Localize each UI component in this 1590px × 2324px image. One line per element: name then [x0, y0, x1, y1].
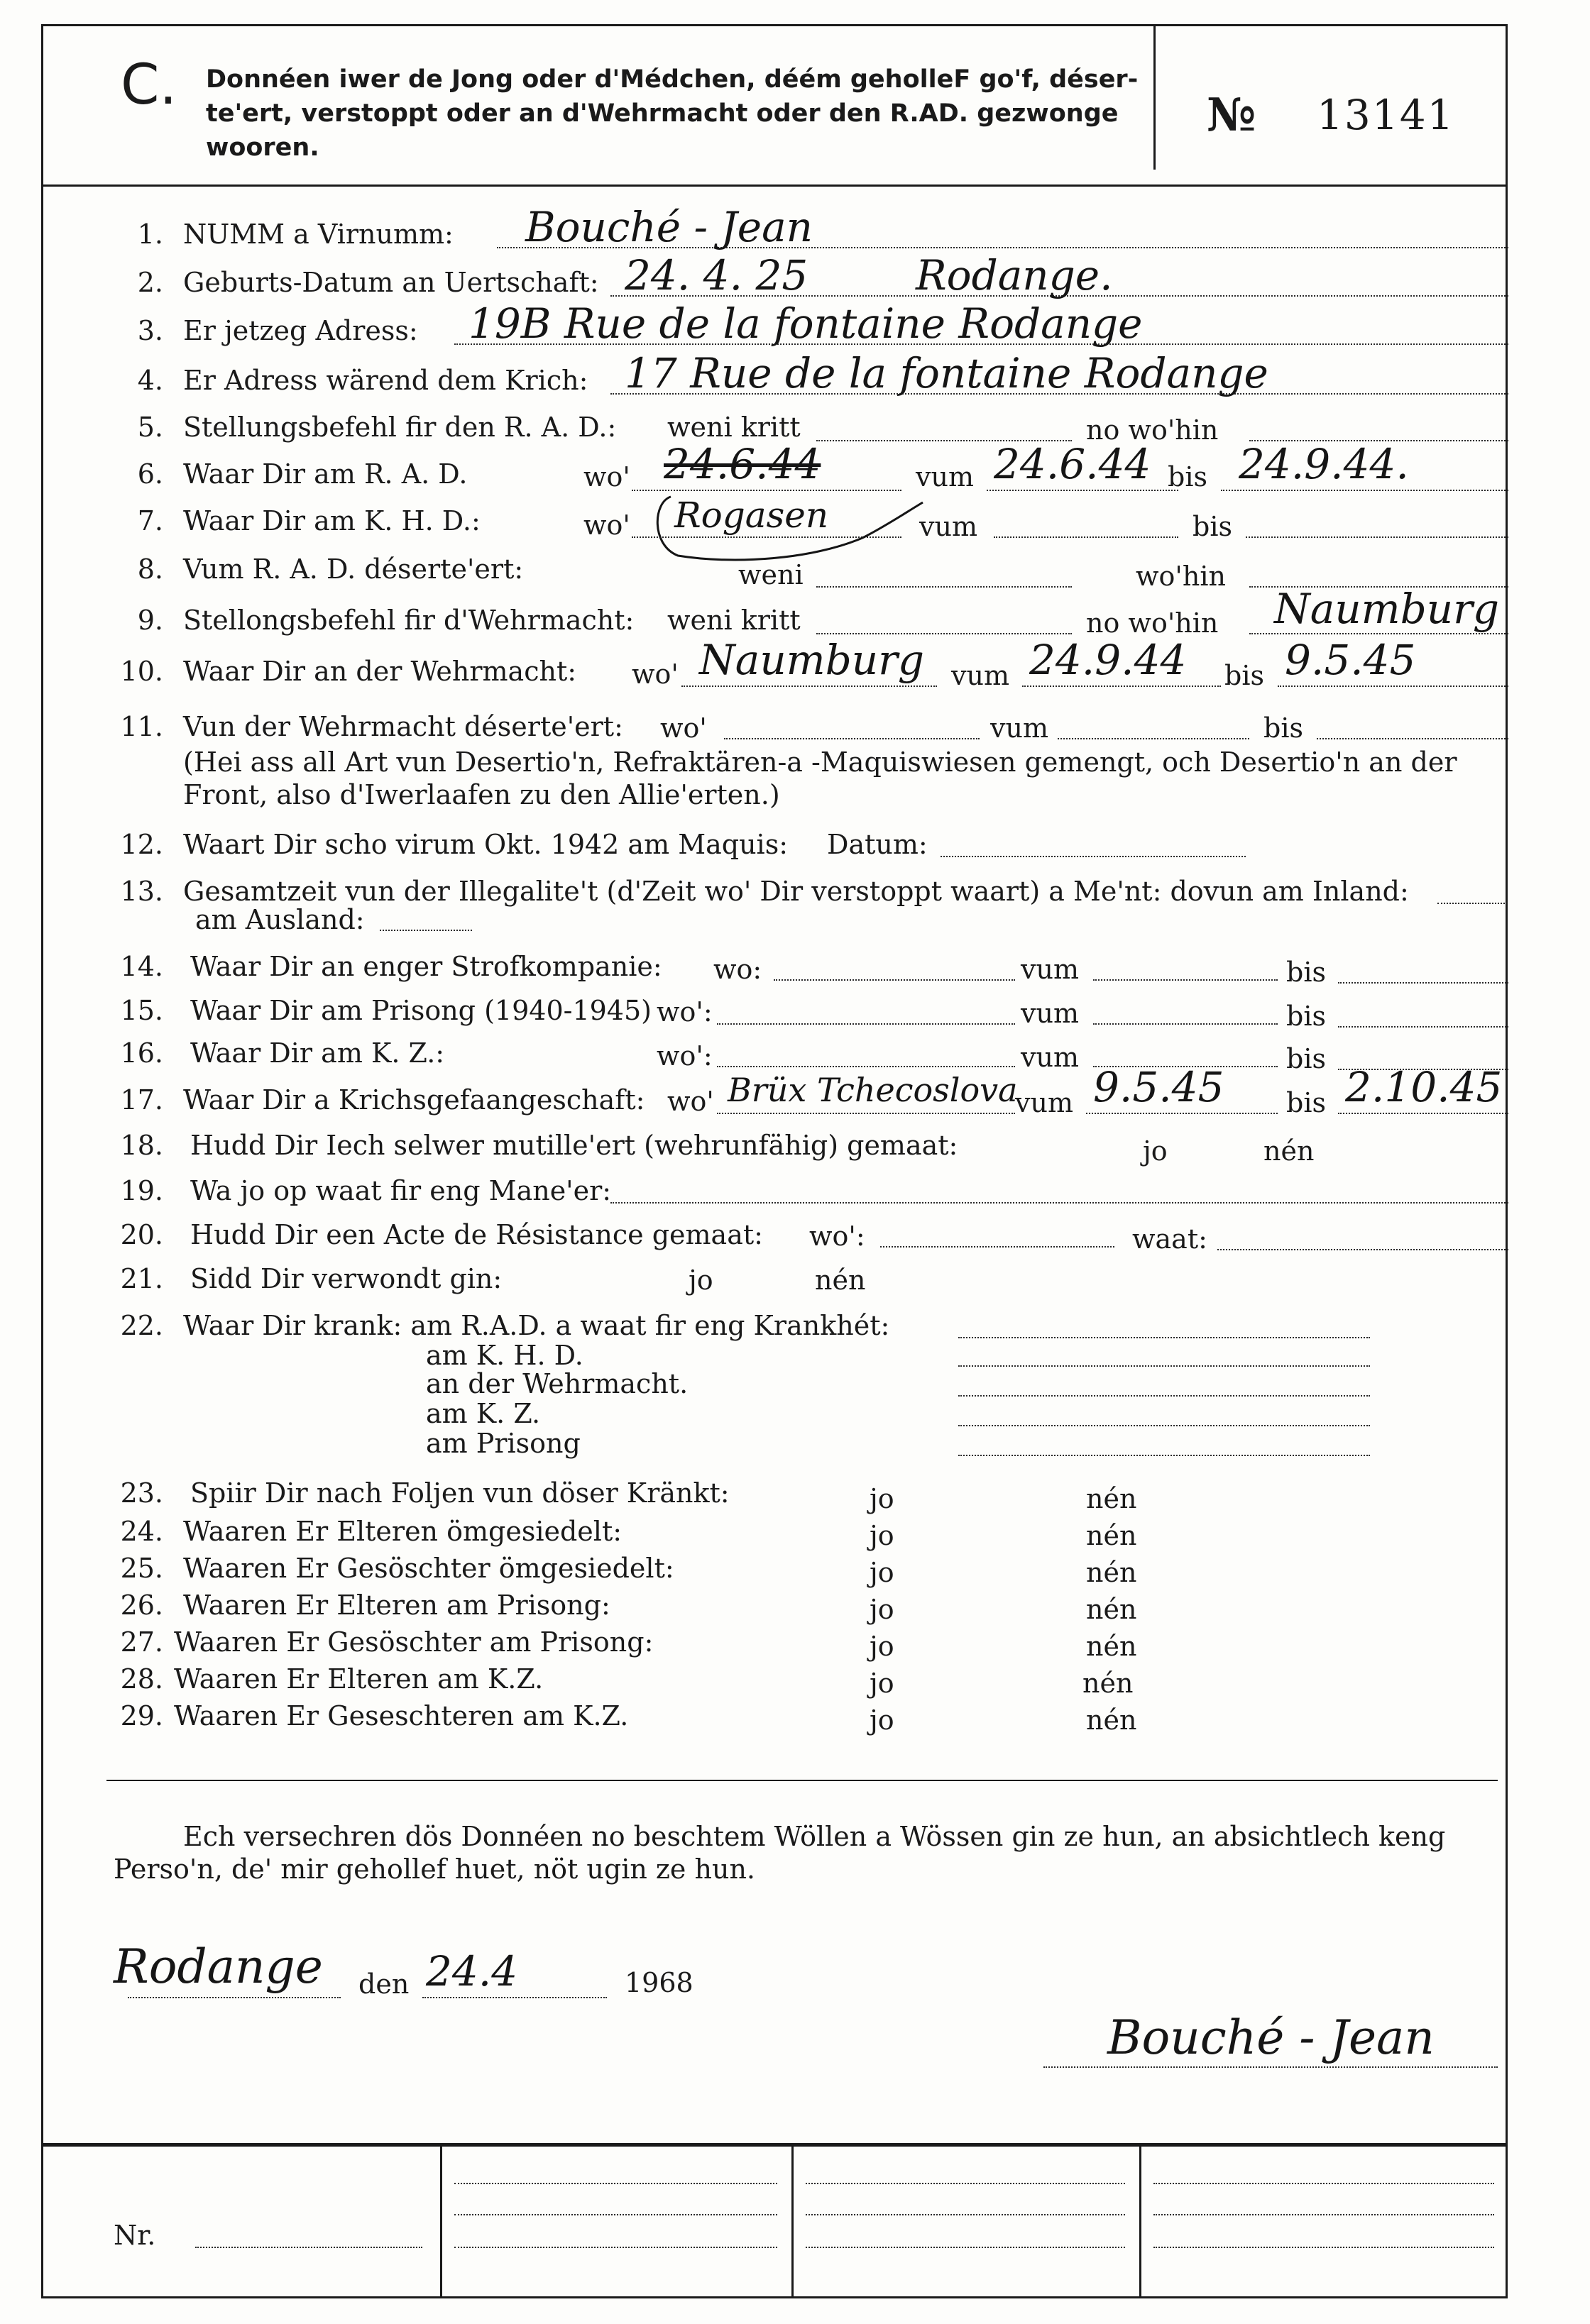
nr-label: Nr.	[114, 2220, 156, 2251]
vum-label: vum	[1015, 1087, 1073, 1118]
year-label: 1968	[625, 1967, 693, 1998]
jo-option[interactable]: jo	[870, 1668, 894, 1699]
bis-label: bis	[1286, 1087, 1326, 1118]
number-box-divider	[1153, 24, 1156, 170]
header-rule	[41, 185, 1508, 187]
wehrmacht-order-place-field[interactable]	[1249, 633, 1508, 634]
wehrmacht-vum-field[interactable]	[1022, 685, 1221, 687]
row-number: 21.	[120, 1263, 163, 1294]
nen-option[interactable]: nén	[1082, 1668, 1134, 1699]
siblings-prison-label: Waaren Er Gesöschter am Prisong:	[174, 1626, 654, 1658]
nen-option[interactable]: nén	[1086, 1631, 1137, 1662]
rad-wo-handwriting-struck: 24.6.44	[664, 440, 821, 488]
wehrmacht-desert-label: Vun der Wehrmacht déserte'ert:	[183, 711, 623, 742]
illegality-label: Gesamtzeit vun der Illegalite't (d'Zeit wo' Dir verstoppt waart) a Me'nt: dovun am Inland:	[183, 876, 1409, 907]
bis-label: bis	[1286, 1001, 1326, 1032]
nr-field[interactable]	[195, 2247, 422, 2248]
bis-label: bis	[1286, 1043, 1326, 1074]
parents-kz-label: Waaren Er Elteren am K.Z.	[174, 1663, 544, 1695]
declaration-line-1: Ech versechren dös Donnéen no beschtem Wöllen a Wössen gin ze hun, an absichtlech keng	[183, 1821, 1446, 1852]
maquis-label: Waart Dir scho virum Okt. 1942 am Maquis:	[183, 829, 789, 860]
row-number: 15.	[120, 995, 163, 1026]
pow-bis-field[interactable]	[1338, 1113, 1508, 1114]
footer-field[interactable]	[806, 2214, 1125, 2215]
inland-field[interactable]	[1437, 903, 1505, 904]
declaration-line-2: Perso'n, de' mir gehollef huet, nöt ugin ze hun.	[114, 1854, 756, 1885]
footer-column-divider	[440, 2143, 442, 2298]
prison-wo-field[interactable]	[717, 1023, 1015, 1025]
row-number: 11.	[120, 711, 163, 742]
row-number: 23.	[120, 1477, 163, 1509]
wo-label: wo:	[713, 954, 762, 985]
desertion-note-line-2: Front, also d'Iwerlaafen zu den Allie'erten.)	[183, 779, 780, 810]
prison-bis-field[interactable]	[1338, 1026, 1508, 1028]
illness-khd-label: am K. H. D.	[426, 1340, 583, 1371]
row-number: 12.	[120, 829, 163, 860]
number-sign: №	[1207, 89, 1256, 142]
rad-service-label: Waar Dir am R. A. D.	[183, 458, 468, 490]
wo-label: wo':	[809, 1221, 865, 1252]
name-handwriting: Bouché - Jean	[525, 203, 813, 251]
vum-label: vum	[1021, 998, 1079, 1029]
ausland-label: am Ausland:	[195, 904, 365, 935]
wehrmacht-service-label: Waar Dir an der Wehrmacht:	[183, 656, 577, 687]
wehrmacht-vum-handwriting: 24.9.44	[1029, 636, 1187, 684]
nen-option[interactable]: nén	[815, 1265, 866, 1296]
nen-option[interactable]: nén	[1263, 1135, 1315, 1167]
bis-label: bis	[1263, 712, 1303, 744]
wo-label: wo'	[583, 510, 630, 541]
illness-wehrmacht-field[interactable]	[958, 1395, 1370, 1397]
illness-label: Waar Dir krank: am R.A.D. a waat fir eng Krankhét:	[183, 1310, 890, 1341]
row-number: 3.	[137, 315, 163, 346]
vum-label: vum	[1021, 1042, 1079, 1073]
row-number: 27.	[120, 1626, 163, 1658]
footer-rule	[41, 2143, 1508, 2147]
wo-label: wo'	[660, 712, 707, 744]
illness-rad-field[interactable]	[958, 1337, 1370, 1338]
header-line-3: wooren.	[206, 133, 319, 162]
wounded-label: Sidd Dir verwondt gin:	[190, 1263, 503, 1294]
manner-label: Wa jo op waat fir eng Mane'er:	[190, 1175, 612, 1206]
row-number: 1.	[137, 219, 163, 250]
row-number: 22.	[120, 1310, 163, 1341]
resistance-wo-field[interactable]	[880, 1246, 1114, 1248]
siblings-resettled-label: Waaren Er Gesöschter ömgesiedelt:	[183, 1553, 674, 1584]
self-mutilation-label: Hudd Dir Iech selwer mutille'ert (wehrunfähig) gemaat:	[190, 1130, 958, 1161]
wehrmacht-wo-handwriting: Naumburg	[699, 636, 925, 684]
manner-field[interactable]	[610, 1202, 1508, 1204]
name-label: NUMM a Virnumm:	[183, 219, 454, 250]
wehrmacht-bis-handwriting: 9.5.45	[1285, 636, 1416, 684]
nen-option[interactable]: nén	[1086, 1520, 1137, 1551]
header-line-1: Donnéen iwer de Jong oder d'Médchen, déém geholleF go'f, déser-	[206, 65, 1139, 94]
jo-option[interactable]: jo	[870, 1705, 894, 1736]
row-number: 28.	[120, 1663, 163, 1695]
parents-resettled-label: Waaren Er Elteren ömgesiedelt:	[183, 1516, 623, 1547]
nen-option[interactable]: nén	[1086, 1483, 1137, 1514]
bis-label: bis	[1168, 461, 1207, 492]
row-number: 2.	[137, 267, 163, 298]
row-number: 26.	[120, 1590, 163, 1621]
row-number: 20.	[120, 1219, 163, 1250]
footer-column-divider	[1139, 2143, 1141, 2298]
rad-order-label: Stellungsbefehl fir den R. A. D.:	[183, 412, 617, 443]
weni-kritt-label: weni kritt	[667, 605, 801, 636]
nen-option[interactable]: nén	[1086, 1594, 1137, 1625]
maquis-date-field[interactable]	[941, 856, 1246, 857]
header-line-2: te'ert, verstoppt oder an d'Wehrmacht oder den R.AD. gezwonge	[206, 99, 1119, 128]
row-number: 9.	[137, 605, 163, 636]
row-number: 18.	[120, 1130, 163, 1161]
place-handwriting: Rodange	[114, 1939, 323, 1994]
nen-option[interactable]: nén	[1086, 1705, 1137, 1736]
row-number: 4.	[137, 365, 163, 396]
wehrmacht-order-label: Stellongsbefehl fir d'Wehrmacht:	[183, 605, 635, 636]
illness-wehrmacht-label: an der Wehrmacht.	[426, 1368, 689, 1399]
khd-vum-field[interactable]	[994, 536, 1178, 538]
wohin-label: wo'hin	[1136, 561, 1226, 592]
nen-option[interactable]: nén	[1086, 1557, 1137, 1588]
jo-option[interactable]: jo	[870, 1594, 894, 1625]
datum-label: Datum:	[827, 829, 928, 860]
footer-field[interactable]	[454, 2214, 777, 2215]
rad-vum-handwriting: 24.6.44	[994, 440, 1151, 488]
resistance-waat-field[interactable]	[1217, 1249, 1508, 1250]
weni-label: weni	[738, 559, 804, 590]
footer-field[interactable]	[806, 2183, 1125, 2184]
row-number: 16.	[120, 1037, 163, 1069]
no-wohin-label: no wo'hin	[1086, 607, 1219, 639]
pow-vum-handwriting: 9.5.45	[1093, 1063, 1224, 1111]
form-number: 13141	[1317, 91, 1455, 139]
illness-khd-field[interactable]	[958, 1365, 1370, 1367]
bis-label: bis	[1224, 660, 1264, 691]
footer-column-divider	[791, 2143, 794, 2298]
khd-label: Waar Dir am K. H. D.:	[183, 505, 481, 536]
war-address-handwriting: 17 Rue de la fontaine Rodange	[625, 349, 1268, 397]
row-number: 19.	[120, 1175, 163, 1206]
illness-kz-label: am K. Z.	[426, 1398, 541, 1429]
bis-label: bis	[1192, 511, 1232, 542]
wo-label: wo'	[632, 659, 679, 690]
date-handwriting: 24.4	[426, 1947, 518, 1995]
footer-field[interactable]	[806, 2247, 1125, 2248]
jo-option[interactable]: jo	[689, 1265, 713, 1296]
strof-bis-field[interactable]	[1338, 982, 1508, 984]
row-number: 25.	[120, 1553, 163, 1584]
illness-consequences-label: Spiir Dir nach Foljen vun döser Kränkt:	[190, 1477, 730, 1509]
wehrmacht-wo-field[interactable]	[681, 685, 937, 687]
address-label: Er jetzeg Adress:	[183, 315, 418, 346]
wehrmacht-order-handwriting: Naumburg	[1274, 585, 1500, 633]
signature-field[interactable]	[1043, 2066, 1498, 2068]
footer-field[interactable]	[1153, 2183, 1494, 2184]
prison-label: Waar Dir am Prisong (1940-1945)	[190, 995, 652, 1026]
vum-label: vum	[1021, 954, 1079, 985]
desertion-note-line-1: (Hei ass all Art vun Desertio'n, Refraktären-a -Maquiswiesen gemengt, och Desertio'n an der	[183, 747, 1457, 778]
jo-option[interactable]: jo	[870, 1520, 894, 1551]
birth-label: Geburts-Datum an Uertschaft:	[183, 267, 599, 298]
wo-label: wo':	[657, 1040, 713, 1072]
birth-place-handwriting: Rodange.	[916, 251, 1113, 299]
khd-bis-field[interactable]	[1246, 536, 1508, 538]
row-number: 29.	[120, 1700, 163, 1731]
row-number: 5.	[137, 412, 163, 443]
row-number: 17.	[120, 1084, 163, 1116]
bis-label: bis	[1286, 957, 1326, 988]
footer-field[interactable]	[1153, 2247, 1494, 2248]
war-address-label: Er Adress wärend dem Krich:	[183, 365, 588, 396]
row-number: 6.	[137, 458, 163, 490]
rad-desert-label: Vum R. A. D. déserte'ert:	[183, 554, 524, 585]
jo-option[interactable]: jo	[1143, 1135, 1168, 1167]
declaration-rule	[106, 1780, 1498, 1781]
khd-wo-handwriting: Rogasen	[674, 495, 829, 536]
wehrmacht-desert-vum-field[interactable]	[1058, 738, 1249, 739]
section-letter: C.	[121, 53, 177, 117]
address-handwriting: 19B Rue de la fontaine Rodange	[468, 299, 1143, 348]
wo-label: wo'	[667, 1086, 714, 1117]
vum-label: vum	[919, 511, 977, 542]
row-number: 14.	[120, 951, 163, 982]
kz-label: Waar Dir am K. Z.:	[190, 1037, 445, 1069]
waat-label: waat:	[1132, 1223, 1207, 1255]
pow-wo-field[interactable]	[717, 1113, 1015, 1114]
prison-vum-field[interactable]	[1093, 1023, 1278, 1025]
vum-label: vum	[916, 461, 974, 492]
strafkompanie-label: Waar Dir an enger Strofkompanie:	[190, 951, 662, 982]
den-label: den	[358, 1968, 410, 2000]
ausland-field[interactable]	[380, 930, 472, 931]
rad-bis-handwriting: 24.9.44.	[1239, 440, 1409, 488]
rad-bis-field[interactable]	[1221, 490, 1508, 491]
wehrmacht-bis-field[interactable]	[1278, 685, 1508, 687]
illness-kz-field[interactable]	[958, 1425, 1370, 1426]
resistance-label: Hudd Dir een Acte de Résistance gemaat:	[190, 1219, 763, 1250]
pow-vum-field[interactable]	[1086, 1113, 1278, 1114]
row-number: 10.	[120, 656, 163, 687]
row-number: 7.	[137, 505, 163, 536]
illness-prison-field[interactable]	[958, 1455, 1370, 1456]
row-number: 24.	[120, 1516, 163, 1547]
wehrmacht-desert-bis-field[interactable]	[1317, 738, 1508, 739]
strof-vum-field[interactable]	[1093, 979, 1278, 981]
signature-handwriting: Bouché - Jean	[1107, 2010, 1435, 2065]
illness-prison-label: am Prisong	[426, 1428, 581, 1459]
row-number: 13.	[120, 876, 163, 907]
pow-label: Waar Dir a Krichsgefaangeschaft:	[183, 1084, 645, 1116]
rad-vum-field[interactable]	[987, 490, 1178, 491]
wo-label: wo'	[583, 461, 630, 492]
date-field[interactable]	[422, 1997, 607, 1998]
weni-kritt-label: weni kritt	[667, 412, 801, 443]
strof-wo-field[interactable]	[774, 979, 1015, 981]
wo-label: wo':	[657, 996, 713, 1028]
vum-label: vum	[951, 660, 1009, 691]
wehrmacht-order-date-field[interactable]	[816, 633, 1072, 634]
footer-field[interactable]	[454, 2247, 777, 2248]
place-field[interactable]	[128, 1997, 341, 1998]
parents-prison-label: Waaren Er Elteren am Prisong:	[183, 1590, 610, 1621]
no-wohin-label: no wo'hin	[1086, 414, 1219, 446]
rad-desert-date-field[interactable]	[816, 586, 1072, 588]
footer-field[interactable]	[1153, 2214, 1494, 2215]
pow-wo-handwriting: Brüx Tchecoslova	[728, 1071, 1018, 1109]
wehrmacht-desert-wo-field[interactable]	[724, 738, 980, 739]
siblings-kz-label: Waaren Er Geseschteren am K.Z.	[174, 1700, 629, 1731]
jo-option[interactable]: jo	[870, 1483, 894, 1514]
row-number: 8.	[137, 554, 163, 585]
footer-field[interactable]	[454, 2183, 777, 2184]
birth-date-handwriting: 24. 4. 25	[625, 251, 808, 299]
jo-option[interactable]: jo	[870, 1557, 894, 1588]
jo-option[interactable]: jo	[870, 1631, 894, 1662]
pow-bis-handwriting: 2.10.45	[1345, 1063, 1503, 1111]
vum-label: vum	[990, 712, 1048, 744]
